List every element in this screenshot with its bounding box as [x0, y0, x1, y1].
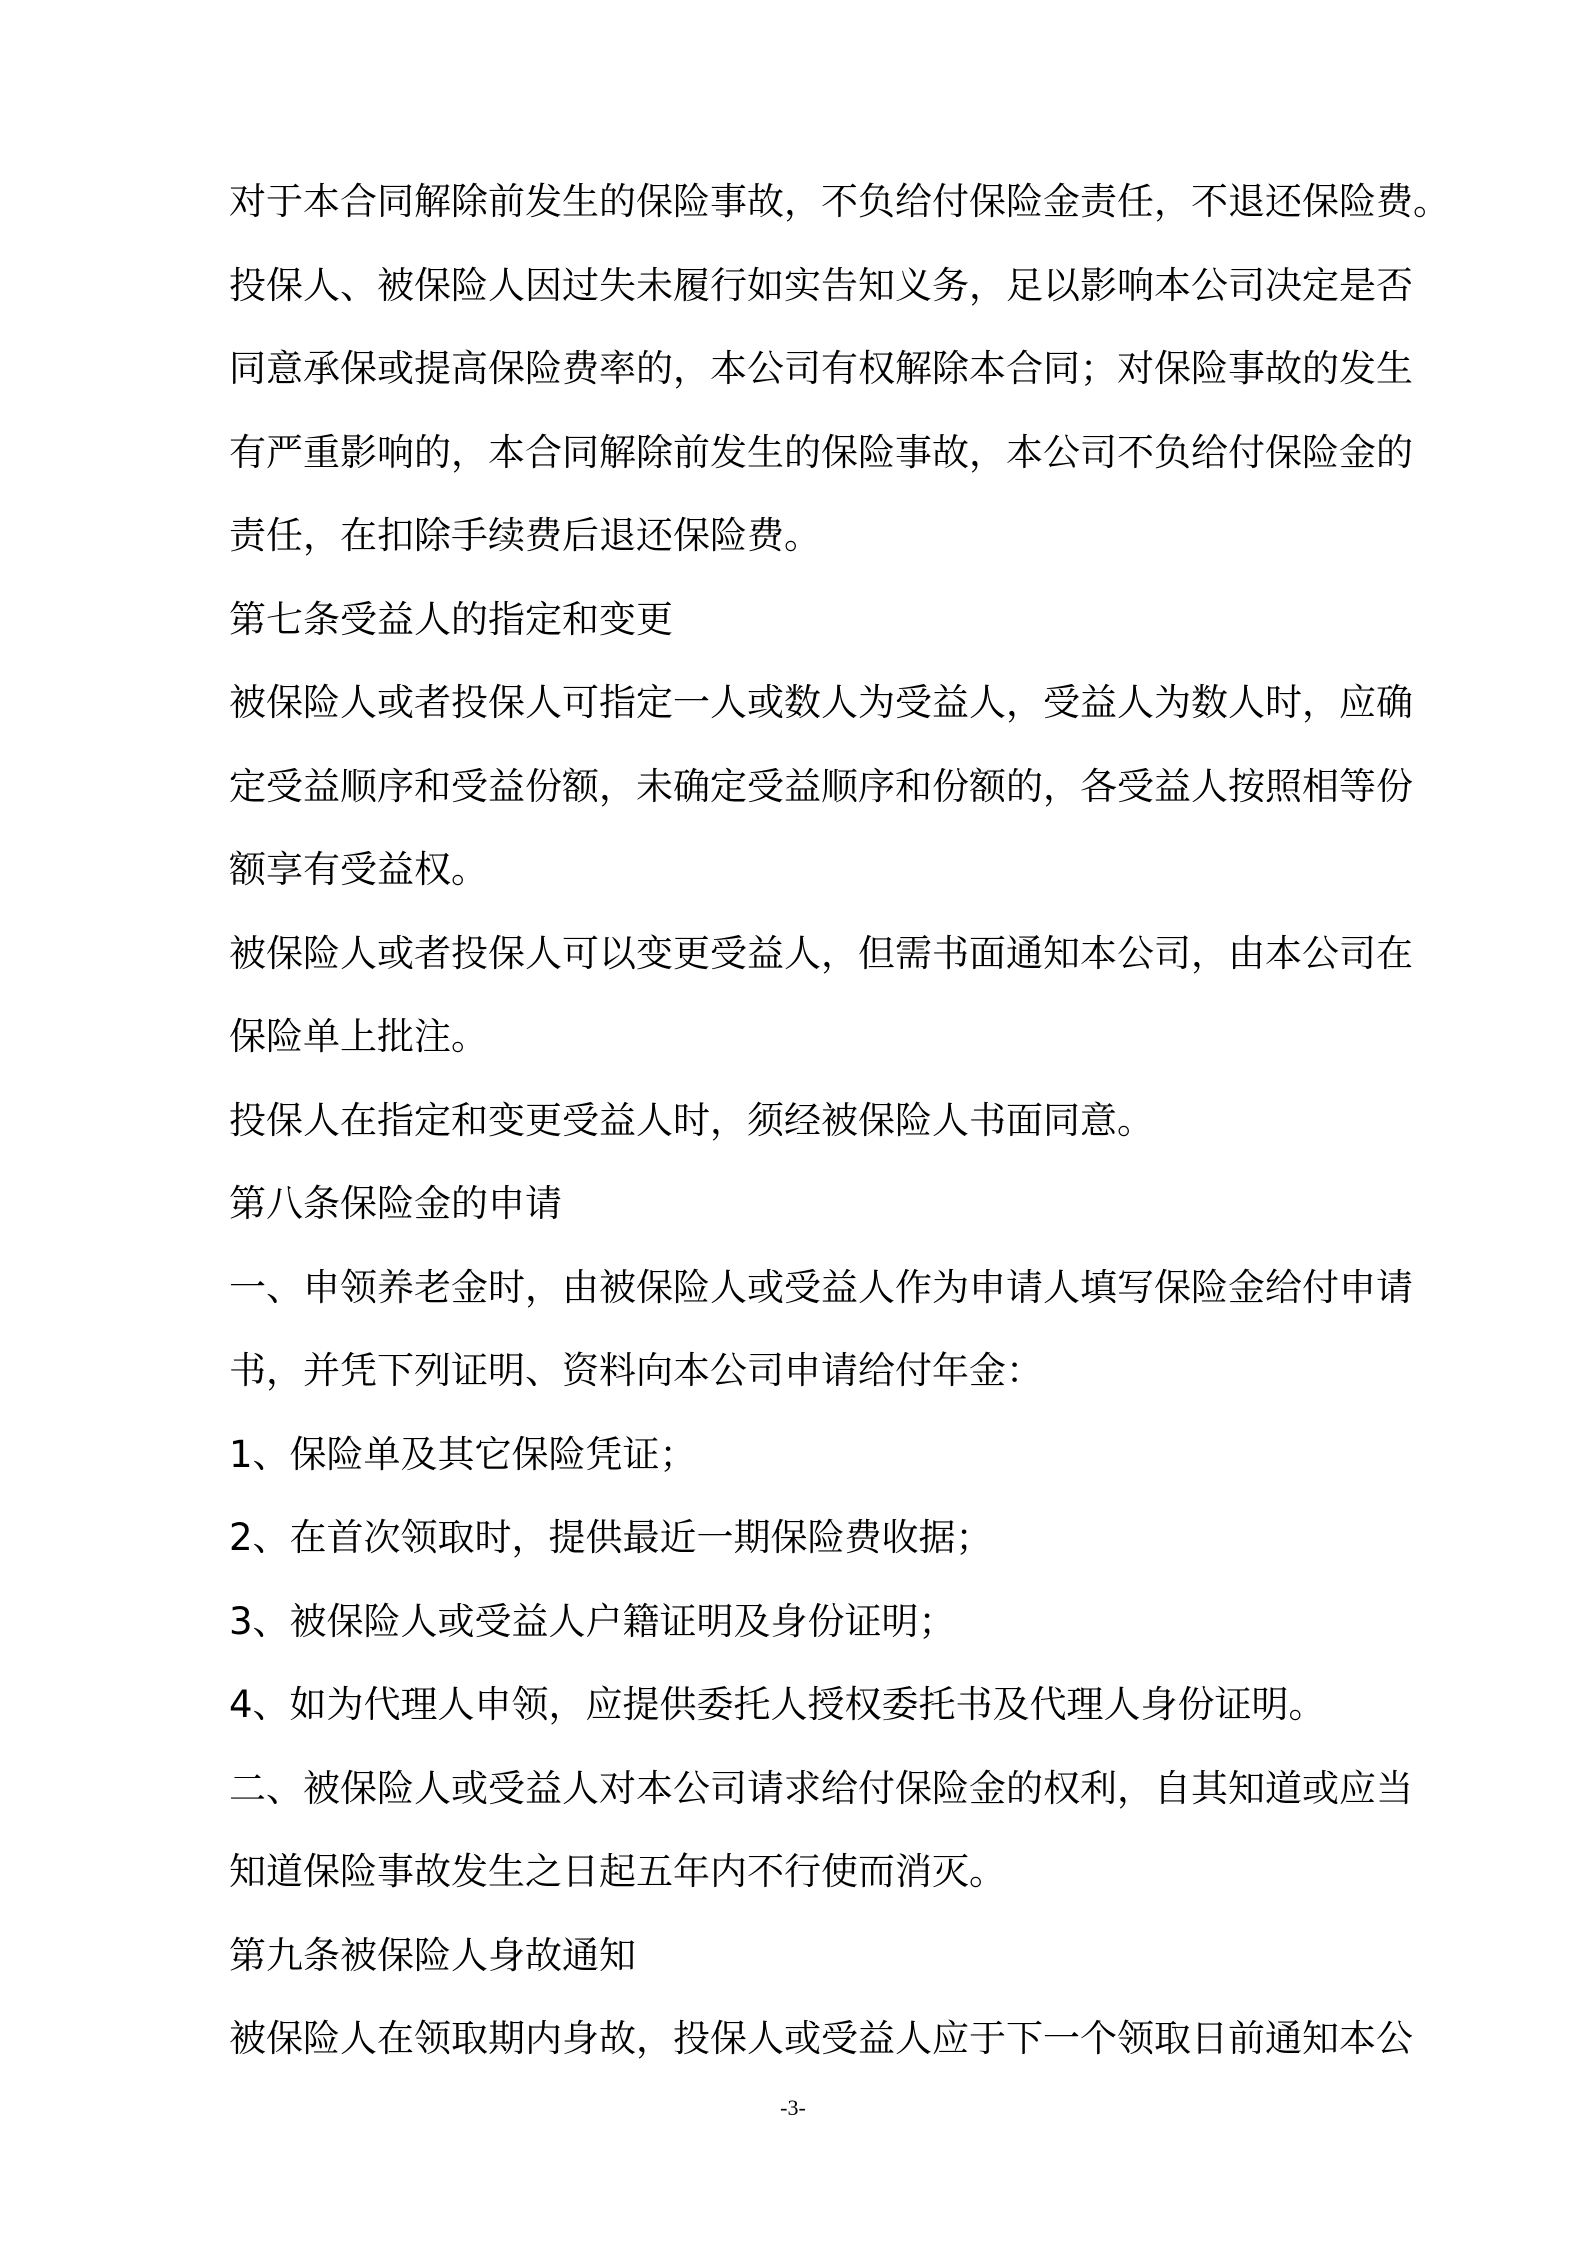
- text-line: 定受益顺序和受益份额，未确定受益顺序和份额的，各受益人按照相等份: [229, 764, 1413, 808]
- text-line: 被保险人在领取期内身故，投保人或受益人应于下一个领取日前通知本公: [229, 2017, 1413, 2060]
- list-item: 3、被保险人或受益人户籍证明及身份证明；: [229, 1599, 956, 1643]
- text-line: 对于本合同解除前发生的保险事故，不负给付保险金责任，不退还保险费。: [229, 180, 1450, 223]
- document-body: [229, 160, 1450, 2081]
- section-heading-article-7: 第七条受益人的指定和变更: [229, 597, 673, 641]
- text-line: 知道保险事故发生之日起五年内不行使而消灭。: [229, 1850, 1006, 1893]
- text-line: 有严重影响的，本合同解除前发生的保险事故，本公司不负给付保险金的: [229, 430, 1413, 474]
- text-line: 投保人、被保险人因过失未履行如实告知义务，足以影响本公司决定是否: [229, 263, 1413, 307]
- text-line: 责任，在扣除手续费后退还保险费。: [229, 514, 821, 557]
- text-line: 一、申领养老金时，由被保险人或受益人作为申请人填写保险金给付申请: [229, 1265, 1413, 1309]
- text-line: 同意承保或提高保险费率的，本公司有权解除本合同；对保险事故的发生: [229, 347, 1413, 390]
- text-line: 书，并凭下列证明、资料向本公司申请给付年金：: [229, 1349, 1043, 1392]
- text-line: 保险单上批注。: [229, 1015, 488, 1058]
- text-line: 被保险人或者投保人可以变更受益人，但需书面通知本公司，由本公司在: [229, 931, 1413, 975]
- section-heading-article-9: 第九条被保险人身故通知: [229, 1933, 636, 1977]
- text-line: 被保险人或者投保人可指定一人或数人为受益人，受益人为数人时，应确: [229, 681, 1413, 724]
- list-item: 2、在首次领取时，提供最近一期保险费收据；: [229, 1516, 993, 1559]
- text-line: 额享有受益权。: [229, 848, 488, 891]
- list-item: 1、保险单及其它保险凭证；: [229, 1432, 697, 1476]
- page-number: -3-: [780, 2095, 806, 2120]
- list-item: 4、如为代理人申领，应提供委托人授权委托书及代理人身份证明。: [229, 1683, 1326, 1726]
- text-line: 二、被保险人或受益人对本公司请求给付保险金的权利，自其知道或应当: [229, 1766, 1413, 1810]
- text-line: 投保人在指定和变更受益人时，须经被保险人书面同意。: [229, 1098, 1154, 1142]
- section-heading-article-8: 第八条保险金的申请: [229, 1182, 562, 1225]
